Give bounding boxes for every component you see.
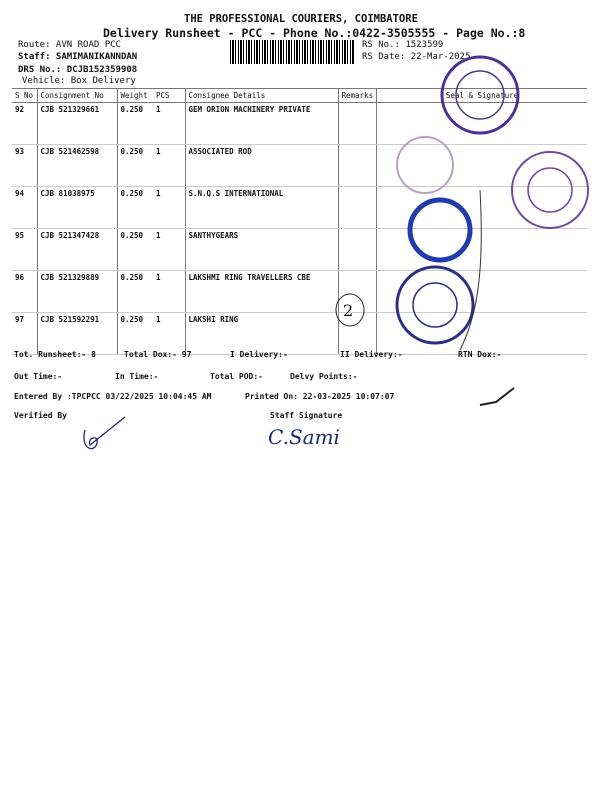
entered-by: Entered By :TPCPCC 03/22/2025 10:04:45 AM bbox=[14, 392, 212, 401]
consignee-cell: SANTHYGEARS bbox=[185, 229, 338, 271]
sno-cell: 96 bbox=[12, 271, 37, 313]
col-consignee: Consignee Details bbox=[185, 89, 338, 103]
pcs-cell: 1 bbox=[153, 229, 185, 271]
sno-cell: 92 bbox=[12, 103, 37, 145]
sno-cell: 93 bbox=[12, 145, 37, 187]
printed-on: Printed On: 22-03-2025 10:07:07 bbox=[245, 392, 395, 401]
drs-no: DRS No.: DCJB152359908 bbox=[18, 65, 138, 75]
total-pod: Total POD:- bbox=[210, 372, 263, 381]
tot-runsheet: Tot. Runsheet:- 8 bbox=[14, 350, 96, 359]
col-weight: Weight bbox=[117, 89, 153, 103]
staff: Staff: SAMIMANIKANNDAN bbox=[18, 52, 138, 62]
pcs-cell: 1 bbox=[153, 103, 185, 145]
consignment-cell: CJB 81038975 bbox=[37, 187, 117, 229]
assoc-rod-stamp bbox=[397, 137, 453, 193]
ii-delivery: II Delivery:- bbox=[340, 350, 403, 359]
i-delivery: I Delivery:- bbox=[230, 350, 288, 359]
consignee-cell: LAKSHI RING bbox=[185, 313, 338, 355]
in-time: In Time:- bbox=[115, 372, 159, 381]
weight-cell: 0.250 bbox=[117, 271, 153, 313]
consignee-cell: ASSOCIATED ROD bbox=[185, 145, 338, 187]
col-pcs: PCS bbox=[153, 89, 185, 103]
company-title: THE PROFESSIONAL COURIERS, COIMBATORE bbox=[184, 13, 418, 25]
total-dox: Total Dox:- 97 bbox=[124, 350, 192, 359]
verifier-signature bbox=[75, 415, 135, 455]
weight-cell: 0.250 bbox=[117, 103, 153, 145]
weight-cell: 0.250 bbox=[117, 229, 153, 271]
consignment-cell: CJB 521592291 bbox=[37, 313, 117, 355]
pcs-cell: 1 bbox=[153, 313, 185, 355]
verified-by: Verified By bbox=[14, 411, 67, 420]
consignment-cell: CJB 521329661 bbox=[37, 103, 117, 145]
snqs-stamp bbox=[512, 152, 588, 228]
sno-cell: 97 bbox=[12, 313, 37, 355]
santhy-gears-stamp bbox=[410, 200, 470, 260]
sno-cell: 95 bbox=[12, 229, 37, 271]
route: Route: AVN ROAD PCC bbox=[18, 40, 121, 50]
col-consignment: Consignment No bbox=[37, 89, 117, 103]
weight-cell: 0.250 bbox=[117, 145, 153, 187]
weight-cell: 0.250 bbox=[117, 187, 153, 229]
lakshmi-stamp bbox=[397, 267, 473, 343]
consignee-cell: GEM ORION MACHINERY PRIVATE bbox=[185, 103, 338, 145]
ink-mark bbox=[478, 385, 518, 410]
rs-date: RS Date: 22-Mar-2025 bbox=[362, 52, 471, 62]
staff-signature-label: Staff Signature bbox=[270, 411, 343, 420]
consignee-cell: LAKSHMI RING TRAVELLERS CBE bbox=[185, 271, 338, 313]
runsheet-subtitle: Delivery Runsheet - PCC - Phone No.:0422-3505555 - Page No.:8 bbox=[103, 26, 526, 40]
vehicle: Vehicle: Box Delivery bbox=[22, 76, 136, 86]
weight-cell: 0.250 bbox=[117, 313, 153, 355]
consignment-cell: CJB 521462598 bbox=[37, 145, 117, 187]
rtn-dox: RTN Dox:- bbox=[458, 350, 502, 359]
col-seal: Seal & Signature bbox=[377, 89, 587, 103]
consignment-cell: CJB 521329889 bbox=[37, 271, 117, 313]
barcode bbox=[230, 40, 355, 64]
out-time: Out Time:- bbox=[14, 372, 63, 381]
gem-orion-stamp bbox=[442, 57, 518, 133]
consignee-cell: S.N.Q.S INTERNATIONAL bbox=[185, 187, 338, 229]
pcs-cell: 1 bbox=[153, 271, 185, 313]
remark-mark bbox=[330, 290, 370, 330]
consignment-cell: CJB 521347428 bbox=[37, 229, 117, 271]
sno-cell: 94 bbox=[12, 187, 37, 229]
delvy-points: Delvy Points:- bbox=[290, 372, 358, 381]
col-remarks: Remarks bbox=[338, 89, 377, 103]
rs-no: RS No.: 1523599 bbox=[362, 40, 444, 50]
pcs-cell: 1 bbox=[153, 145, 185, 187]
stamps bbox=[360, 50, 600, 370]
staff-signature: C.Sami bbox=[268, 425, 340, 449]
pcs-cell: 1 bbox=[153, 187, 185, 229]
svg-text:2: 2 bbox=[343, 301, 354, 320]
col-sno: S No bbox=[12, 89, 37, 103]
